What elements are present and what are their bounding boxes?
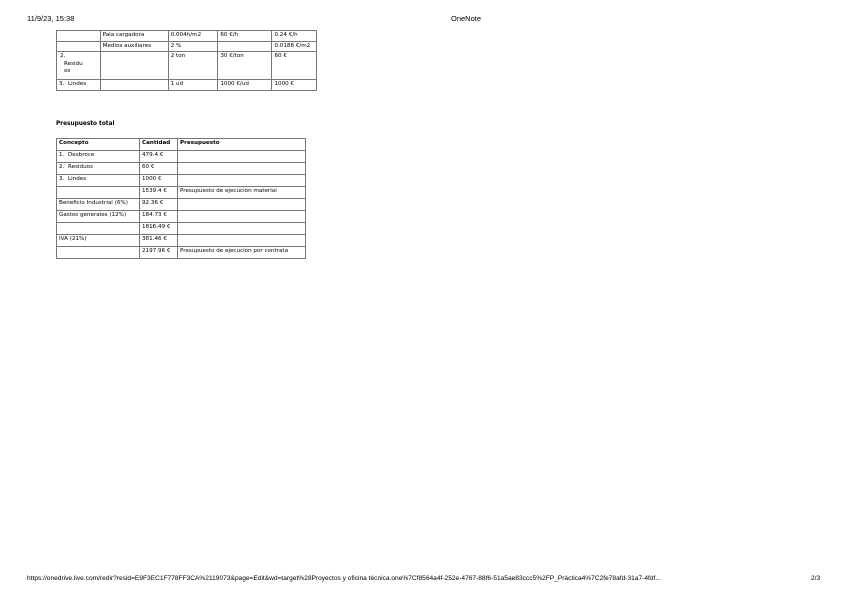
table-row (57, 41, 317, 52)
table-cell: Beneficio Industrial (6%) (57, 199, 140, 211)
table-cell: 2197.96 € (140, 247, 178, 259)
table-cell: IVA (21%) (57, 235, 140, 247)
table-cell (57, 52, 101, 80)
section-title: Presupuesto total (56, 121, 115, 127)
table-cell (57, 223, 140, 235)
table-cell: Gastos generales (12%) (57, 211, 140, 223)
list-number: 1. (59, 152, 65, 158)
table-cell (57, 151, 140, 163)
table-cell (57, 163, 140, 175)
list-text: Lindes (68, 81, 87, 88)
table-cell: 60 €/h (218, 31, 272, 42)
page-number: 2/3 (811, 575, 821, 582)
table-row (57, 31, 317, 42)
table-cell (178, 223, 306, 235)
table-cell: Pala cargadora (100, 31, 168, 42)
table-cell (178, 235, 306, 247)
table-cell: 1 ud (168, 80, 218, 91)
table-cell (178, 211, 306, 223)
table-cell: 92.36 € (140, 199, 178, 211)
table-cell: Medios auxiliares (100, 41, 168, 52)
table-cell (218, 41, 272, 52)
table-cell: 1539.4 € (140, 187, 178, 199)
table-row (57, 151, 306, 163)
table-cell (57, 175, 140, 187)
table-cell (178, 163, 306, 175)
column-header: Presupuesto (178, 139, 306, 151)
table-cell: 1000 € (272, 80, 317, 91)
table-cell: 2 % (168, 41, 218, 52)
table-row (57, 247, 306, 259)
table-row (57, 80, 317, 91)
table-cell (57, 187, 140, 199)
table-cell (100, 52, 168, 80)
list-text: Desbroce (68, 152, 95, 158)
table-cell: 60 € (140, 163, 178, 175)
table-cell: 60 € (272, 52, 317, 80)
table-cell: 30 €/ton (218, 52, 272, 80)
print-datetime: 11/9/23, 15:38 (27, 14, 75, 23)
table-row (57, 199, 306, 211)
cost-breakdown-table (56, 30, 317, 91)
table-cell (57, 247, 140, 259)
table-cell: 1000 €/ud (218, 80, 272, 91)
table-header-row (57, 139, 306, 151)
table-row (57, 175, 306, 187)
table-cell: 479.4 € (140, 151, 178, 163)
table-cell: 1000 € (140, 175, 178, 187)
list-text: Lindes (68, 176, 87, 182)
table-row (57, 187, 306, 199)
list-number: 3. (59, 81, 65, 88)
print-url: https://onedrive.live.com/redir?resid=E9F3EC1F778FF3CA%2119073&page=Edit&wd=target%28Proyectos y oficina técnica.one%7Cf8564a4f-252e-4767-88f6-51a5ae83ccc5%2FP_Práctica4%7C2fe78afd-31a7-4fdf... (27, 575, 661, 582)
table-row (57, 52, 317, 80)
total-budget-table (56, 138, 306, 259)
table-cell (57, 41, 101, 52)
table-row (57, 235, 306, 247)
table-cell: 1816.49 € (140, 223, 178, 235)
table-cell: Presupuesto de ejecución material (178, 187, 306, 199)
table-cell: 0.004h/m2 (168, 31, 218, 42)
table-cell (178, 199, 306, 211)
table-cell: 0.0188 €/m2 (272, 41, 317, 52)
column-header: Concepto (57, 139, 140, 151)
table-cell: Presupuesto de ejecución por contrata (178, 247, 306, 259)
table-row (57, 211, 306, 223)
list-text: Residuos (68, 164, 93, 170)
table-cell (100, 80, 168, 91)
table-row (57, 223, 306, 235)
table-cell (57, 31, 101, 42)
table-cell: 2 ton (168, 52, 218, 80)
list-number: 3. (59, 176, 65, 182)
table-cell: 0.24 €/h (272, 31, 317, 42)
table-cell (57, 80, 101, 91)
column-header: Cantidad (140, 139, 178, 151)
list-number: 2. (60, 53, 66, 60)
table-cell (178, 175, 306, 187)
table-row (57, 163, 306, 175)
table-cell (178, 151, 306, 163)
table-cell: 381.46 € (140, 235, 178, 247)
table-cell: 184.73 € (140, 211, 178, 223)
list-number: 2. (59, 164, 65, 170)
print-app-title: OneNote (451, 14, 482, 23)
list-text: Residu os (64, 60, 83, 75)
